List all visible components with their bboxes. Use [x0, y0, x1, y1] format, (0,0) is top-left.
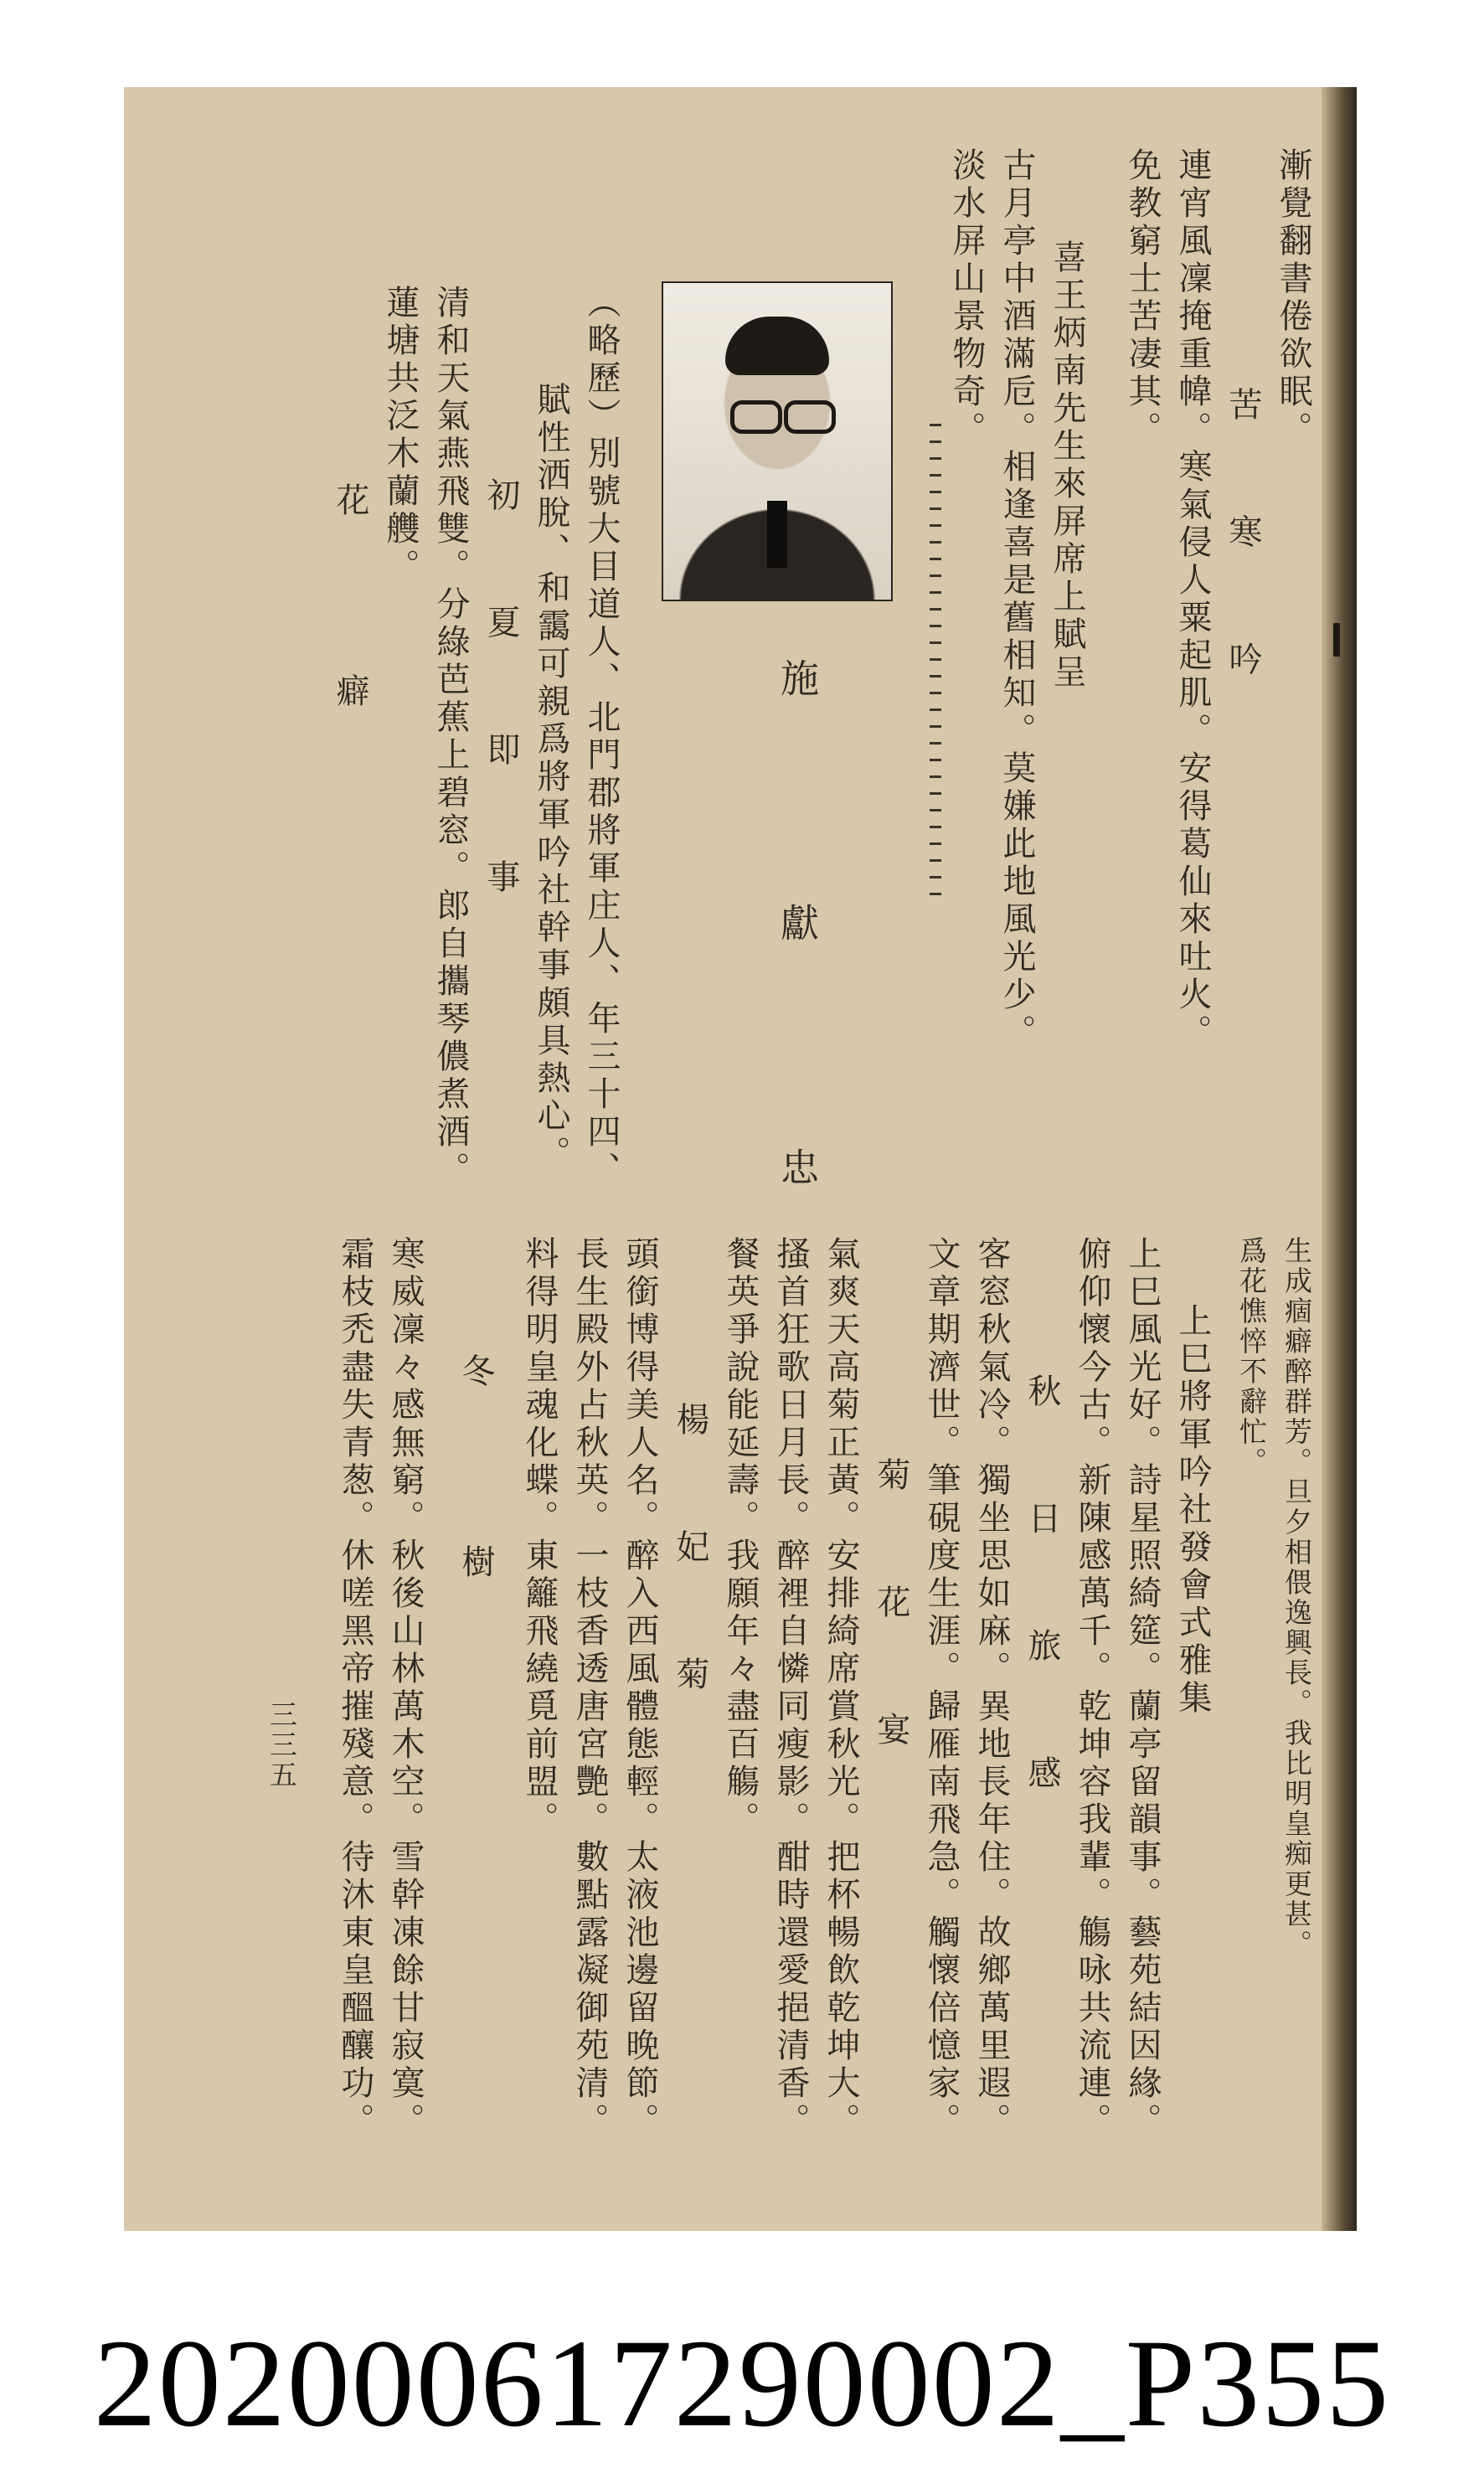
text-column: 連宵風凜掩重幃。寒氣侵人粟起肌。安得葛仙來吐火。	[1173, 147, 1212, 1052]
poem-title: 楊 妃 菊	[671, 1402, 709, 1720]
text-column: 餐英爭說能延壽。我願年々盡百觴。	[721, 1236, 760, 1839]
text-column: 淡水屏山景物奇。	[947, 147, 986, 449]
poem-title: 冬 樹	[456, 1353, 495, 1608]
text-column: 料得明皇魂化蝶。東籬飛繞覓前盟。	[520, 1236, 559, 1839]
text-column: 客窓秋氣冷。獨坐思如麻。異地長年住。故鄉萬里遐。	[972, 1236, 1011, 2141]
text-column: 文章期濟世。筆硯度生涯。歸雁南飛急。觸懷倍憶家。	[922, 1236, 961, 2141]
text-column: 俯仰懷今古。新陳感萬千。乾坤容我輩。觴咏共流連。	[1073, 1236, 1111, 2141]
text-column: 爲花憔悴不辭忙。	[1235, 1236, 1268, 1477]
poem-title: 初 夏 即 事	[482, 477, 520, 923]
portrait-photo	[662, 281, 893, 601]
text-column: 生成痼癖醉群芳。旦夕相偎逸興長。我比明皇痴更甚。	[1280, 1236, 1313, 1960]
poem-title: 菊 花 宴	[872, 1457, 910, 1775]
divider-line	[930, 415, 941, 909]
text-column: 長生殿外占秋英。一枝香透唐宮艷。數點露凝御苑清。	[570, 1236, 609, 2141]
biography-text: （略歷）別號大目道人、北門郡將軍庄人、年三十四、	[582, 285, 621, 1189]
text-column: 氣爽天高菊正黃。安排綺席賞秋光。把杯暢飲乾坤大。	[822, 1236, 860, 2141]
text-column: 蓮塘共泛木蘭艭。	[381, 285, 420, 586]
text-column: 免教窮士苦凄其。	[1123, 147, 1162, 449]
poem-title: 花 癖	[331, 482, 369, 737]
poem-title: 苦 寒 吟	[1224, 387, 1262, 705]
text-column: 搔首狂歌日月長。醉裡自憐同瘦影。酣時還愛挹清香。	[771, 1236, 810, 2141]
biography-text: 賦性洒脫、和靄可親爲將軍吟社幹事頗具熱心。	[532, 382, 570, 1173]
image-identifier: 202000617290002_P355	[93, 2314, 1391, 2453]
text-column: 頭銜博得美人名。醉入西風體態輕。太液池邊留晚節。	[621, 1236, 659, 2141]
text-column: 漸覺翻書倦欲眠。	[1274, 147, 1312, 449]
book-spine	[1322, 87, 1357, 2231]
poem-title: 秋 日 旅 感	[1023, 1373, 1061, 1819]
text-column: 上巳風光好。詩星照綺筵。蘭亭留韻事。藝苑結因緣。	[1123, 1236, 1162, 2141]
poem-title: 喜王炳南先生來屏席上賦呈	[1048, 240, 1086, 692]
poem-title: 上巳將軍吟社發會式雅集	[1173, 1303, 1212, 1718]
page-number: 三三五	[265, 1700, 298, 1790]
author-name: 施 獻 忠	[775, 658, 820, 1270]
text-column: 霜枝禿盡失青葱。休嗟黑帝摧殘意。待沐東皇醞釀功。	[336, 1236, 374, 2141]
text-column: 寒威凜々感無窮。秋後山林萬木空。雪幹凍餘甘寂寞。	[386, 1236, 425, 2141]
text-column: 清和天氣燕飛雙。分綠芭蕉上碧窓。郎自攜琴儂煮酒。	[431, 285, 470, 1189]
text-column: 古月亭中酒滿卮。相逢喜是舊相知。莫嫌此地風光少。	[997, 147, 1036, 1052]
